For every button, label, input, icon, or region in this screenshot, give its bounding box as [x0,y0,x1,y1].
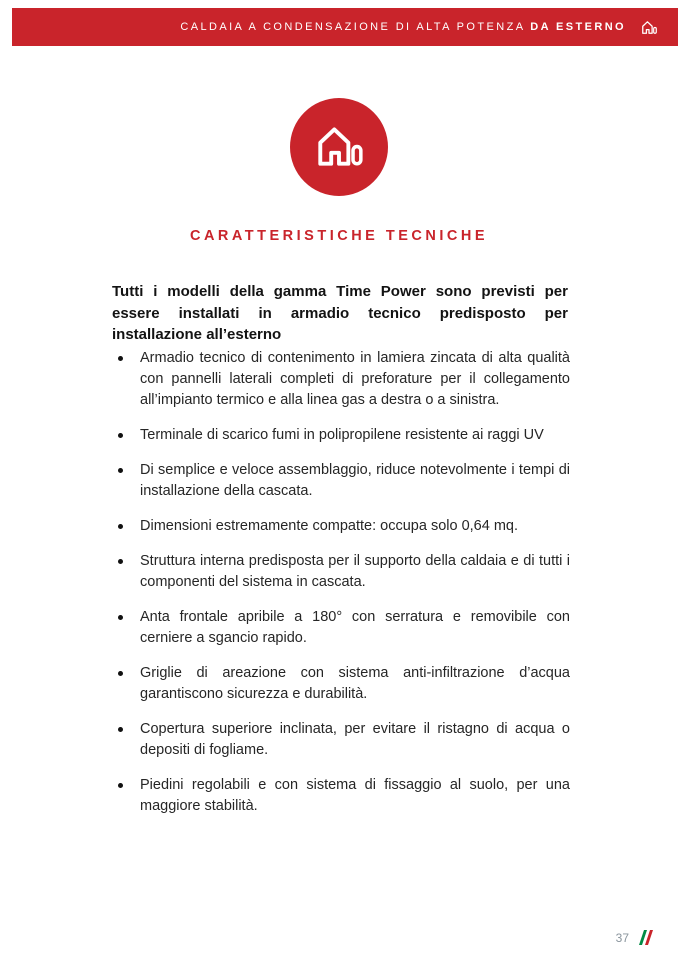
list-item [112,663,570,705]
list-item-text: Dimensioni estremamente compatte: occupa solo 0,64 mq. [140,518,518,534]
list-item [112,460,570,502]
footer [616,930,654,945]
list-item [112,719,570,761]
banner-title-main: CALDAIA A CONDENSAZIONE DI ALTA POTENZA [180,21,531,33]
feature-list [112,348,570,831]
hero-icon-wrap [0,98,678,196]
bullet-dot [118,783,123,788]
bullet-dot [118,468,123,473]
bullet-dot [118,524,123,529]
list-item-text: Griglie di areazione con sistema anti-infiltrazione d’acqua garantiscono sicurezza e durabilità. [140,665,570,702]
house-cabinet-icon [300,106,378,189]
house-cabinet-icon [636,14,662,40]
list-item-text: Struttura interna predisposta per il supporto della caldaia e di tutti i componenti del sistema in cascata. [140,553,570,590]
banner-title [180,21,626,33]
bullet-dot [118,433,123,438]
list-item [112,775,570,817]
banner-title-bold: DA ESTERNO [530,21,626,33]
list-item [112,348,570,411]
list-item-text: Anta frontale apribile a 180° con serratura e removibile con cerniere a sgancio rapido. [140,609,570,646]
bullet-dot [118,727,123,732]
list-item [112,425,570,446]
bullet-dot [118,615,123,620]
bullet-dot [118,671,123,676]
intro-paragraph: Tutti i modelli della gamma Time Power sono previsti per essere installati in armadio tecnico predisposto per installazione all’esterno [112,283,568,343]
hero-red-circle [290,98,388,196]
list-item [112,607,570,649]
list-item-text: Copertura superiore inclinata, per evitare il ristagno di acqua o depositi di fogliame. [140,721,570,758]
list-item [112,551,570,593]
list-item [112,516,570,537]
page-number: 37 [615,930,629,945]
top-banner [12,8,678,46]
section-heading: CARATTERISTICHE TECNICHE [189,228,488,244]
list-item-text: Armadio tecnico di contenimento in lamiera zincata di alta qualità con pannelli laterali completi di preforature per il collegamento all’impianto termico e alla linea gas a destra o a sinistra. [140,350,570,408]
list-item-text: Terminale di scarico fumi in polipropilene resistente ai raggi UV [140,427,544,443]
italian-flag-icon [636,930,654,945]
bullet-dot [118,356,123,361]
list-item-text: Piedini regolabili e con sistema di fissaggio al suolo, per una maggiore stabilità. [140,777,570,814]
bullet-dot [118,559,123,564]
list-item-text: Di semplice e veloce assemblaggio, riduce notevolmente i tempi di installazione della cascata. [140,462,570,499]
